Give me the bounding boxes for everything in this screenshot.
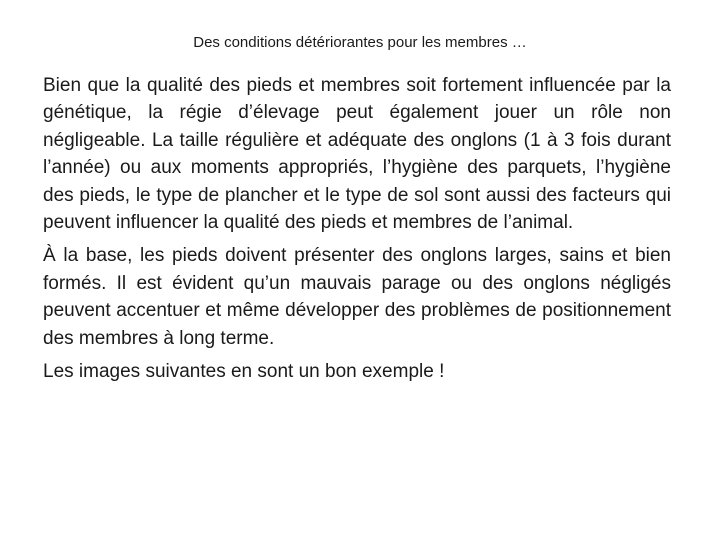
slide-body — [43, 72, 671, 391]
paragraph-genetics-management: Bien que la qualité des pieds et membres soit fortement influencée par la génétique, la régie d’élevage peut également jouer un rôle non négligeable. La taille régulière et adéquate des onglons (1 à 3 fois durant l’année) ou aux moments appropriés, l’hygiène des parquets, l’hygiène des pieds, le type de plancher et le type de sol sont aussi des facteurs qui peuvent influencer la qualité des pieds et membres de l’animal. — [43, 75, 671, 234]
paragraph-examples-intro: Les images suivantes en sont un bon exemple ! — [43, 361, 445, 383]
slide-title: Des conditions détériorantes pour les membres … — [193, 34, 527, 51]
paragraph-hoof-condition: À la base, les pieds doivent présenter des onglons larges, sains et bien formés. Il est évident qu’un mauvais parage ou des onglons négligés peuvent accentuer et même développer des problèmes de positionnement des membres à long terme. — [43, 245, 671, 349]
